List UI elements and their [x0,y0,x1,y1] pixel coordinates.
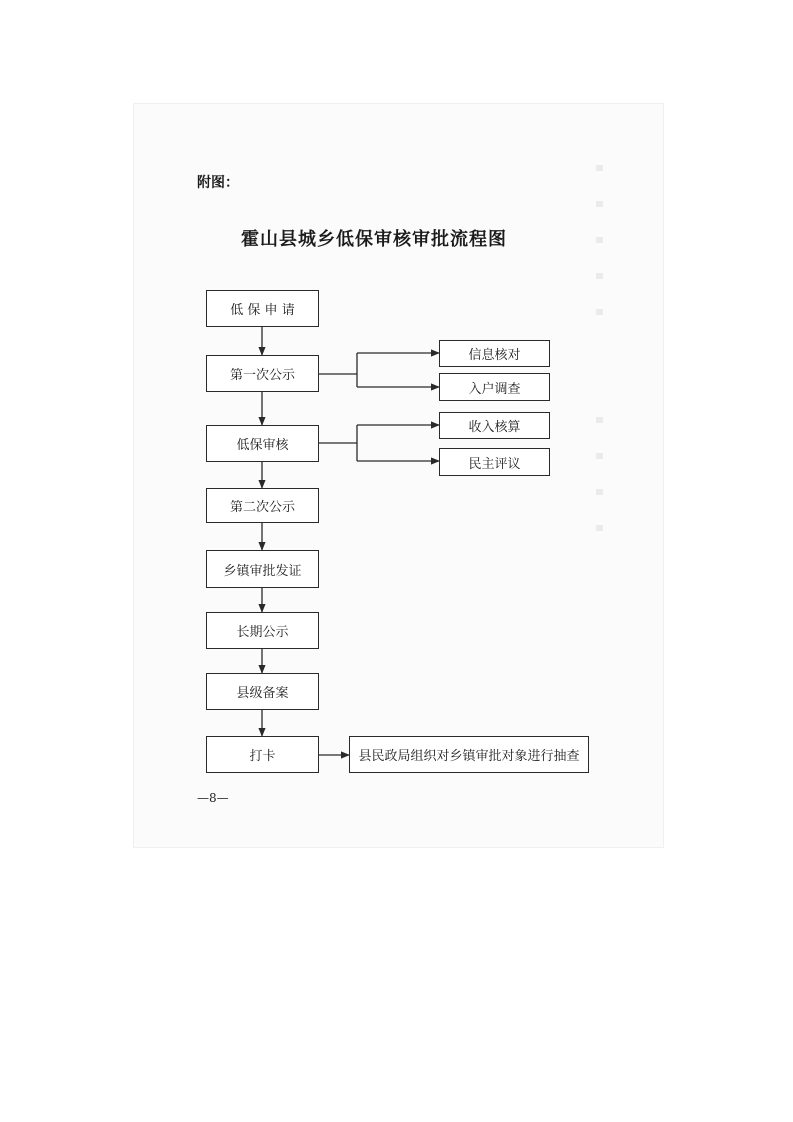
step-county-filing: 县级备案 [206,673,319,710]
branch-democratic-review: 民主评议 [439,448,550,476]
step-apply: 低 保 申 请 [206,290,319,327]
branch-county-spot-check: 县民政局组织对乡镇审批对象进行抽查 [349,736,589,773]
step-first-public-notice: 第一次公示 [206,355,319,392]
attachment-label: 附图： [197,175,239,191]
step-township-approval: 乡镇审批发证 [206,550,319,588]
page-title: 霍山县城乡低保审核审批流程图 [241,229,507,250]
step-long-term-notice: 长期公示 [206,612,319,649]
branch-info-check: 信息核对 [439,340,550,367]
step-card: 打卡 [206,736,319,773]
step-review: 低保审核 [206,425,319,462]
page-number: —8— [197,791,229,805]
branch-home-visit: 入户调查 [439,373,550,401]
step-second-public-notice: 第二次公示 [206,488,319,523]
branch-income-calculation: 收入核算 [439,412,550,439]
